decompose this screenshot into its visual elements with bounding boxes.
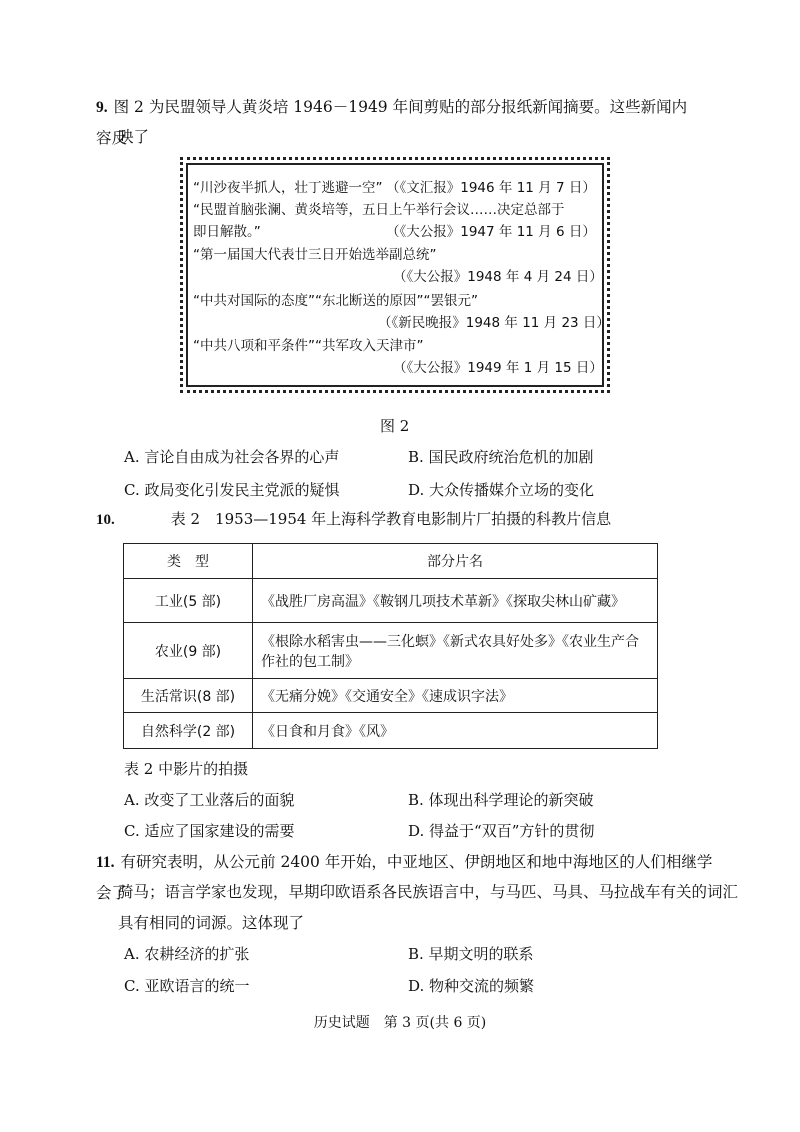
table-caption: 表 2 1953—1954 年上海科学教育电影制片厂拍摄的科教片信息	[170, 510, 612, 528]
cell-titles: 《日食和月食》《风》	[253, 713, 658, 749]
stem-line: 图 2 为民盟领导人黄炎培 1946－1949 年间剪贴的部分报纸新闻摘要。这些新闻内容反	[96, 98, 688, 147]
news-source: （《大公报》1948 年 4 月 24 日）	[393, 269, 603, 285]
header-titles: 部分片名	[253, 544, 658, 579]
table-row	[124, 679, 658, 713]
film-table	[123, 543, 658, 749]
question-10-title	[96, 508, 736, 529]
option-b[interactable]: B. 早期文明的联系	[408, 945, 534, 963]
question-9-stem-cont: 映了	[118, 128, 150, 146]
question-11-stem-cont: 具有相同的词源。这体现了	[118, 914, 305, 932]
news-headline: “民盟首脑张澜、黄炎培等，五日上午举行会议……决定总部于	[193, 202, 565, 218]
table-header-row	[124, 544, 658, 579]
question-11-stem-cont: 骑马；语言学家也发现，早期印欧语系各民族语言中，与马匹、马具、马拉战车有关的词汇	[118, 883, 739, 901]
option-b[interactable]: B. 国民政府统治危机的加剧	[408, 448, 594, 466]
cell-titles: 《无痛分娩》《交通安全》《速成识字法》	[253, 679, 658, 713]
news-source: （《新民晚报》1948 年 11 月 23 日）	[378, 315, 610, 331]
option-c[interactable]: C. 适应了国家建设的需要	[124, 822, 295, 840]
stem-line: 有研究表明，从公元前 2400 年开始，中亚地区、伊朗地区和地中海地区的人们相继学会了	[96, 853, 713, 902]
figure-caption: 图 2	[380, 417, 410, 435]
question-number: 10.	[96, 512, 115, 528]
option-b[interactable]: B. 体现出科学理论的新突破	[408, 791, 594, 809]
news-source: （《大公报》1949 年 1 月 15 日）	[393, 360, 603, 376]
cell-titles: 《战胜厂房高温》《鞍钢几项技术革新》《探取尖林山矿藏》	[253, 579, 658, 623]
cell-type: 工业(5 部)	[124, 579, 253, 623]
option-c[interactable]: C. 政局变化引发民主党派的疑惧	[124, 481, 340, 499]
option-d[interactable]: D. 得益于“双百”方针的贯彻	[408, 822, 595, 840]
cell-type: 农业(9 部)	[124, 623, 253, 679]
news-headline: “第一届国大代表廿三日开始选举副总统”	[193, 247, 437, 263]
question-number: 11.	[96, 854, 115, 871]
question-number: 9.	[96, 99, 108, 116]
news-headline: 即日解散。”	[193, 224, 261, 240]
option-d[interactable]: D. 大众传播媒介立场的变化	[408, 481, 595, 499]
news-source: （《大公报》1947 年 11 月 6 日）	[386, 224, 596, 240]
cell-type: 自然科学(2 部)	[124, 713, 253, 749]
option-c[interactable]: C. 亚欧语言的统一	[124, 977, 250, 995]
option-a[interactable]: A. 言论自由成为社会各界的心声	[124, 448, 340, 466]
option-d[interactable]: D. 物种交流的频繁	[408, 977, 535, 995]
cell-titles: 《根除水稻害虫——三化螟》《新式农具好处多》《农业生产合作社的包工制》	[253, 623, 658, 679]
table-row	[124, 579, 658, 623]
option-a[interactable]: A. 改变了工业落后的面貌	[124, 791, 295, 809]
header-type: 类 型	[124, 544, 253, 579]
page-footer: 历史试题 第 3 页(共 6 页)	[313, 1015, 487, 1031]
cell-type: 生活常识(8 部)	[124, 679, 253, 713]
table-row	[124, 623, 658, 679]
news-source: （《文汇报》1946 年 11 月 7 日）	[386, 180, 596, 196]
question-10-stem: 表 2 中影片的拍摄	[124, 760, 249, 778]
table-row	[124, 713, 658, 749]
news-headline: “中共八项和平条件”“共军攻入天津市”	[193, 338, 424, 354]
news-headline: “川沙夜半抓人，壮丁逃避一空”	[193, 180, 383, 196]
news-headline: “中共对国际的态度”“东北断送的原因”“罢银元”	[193, 293, 478, 309]
option-a[interactable]: A. 农耕经济的扩张	[124, 945, 250, 963]
